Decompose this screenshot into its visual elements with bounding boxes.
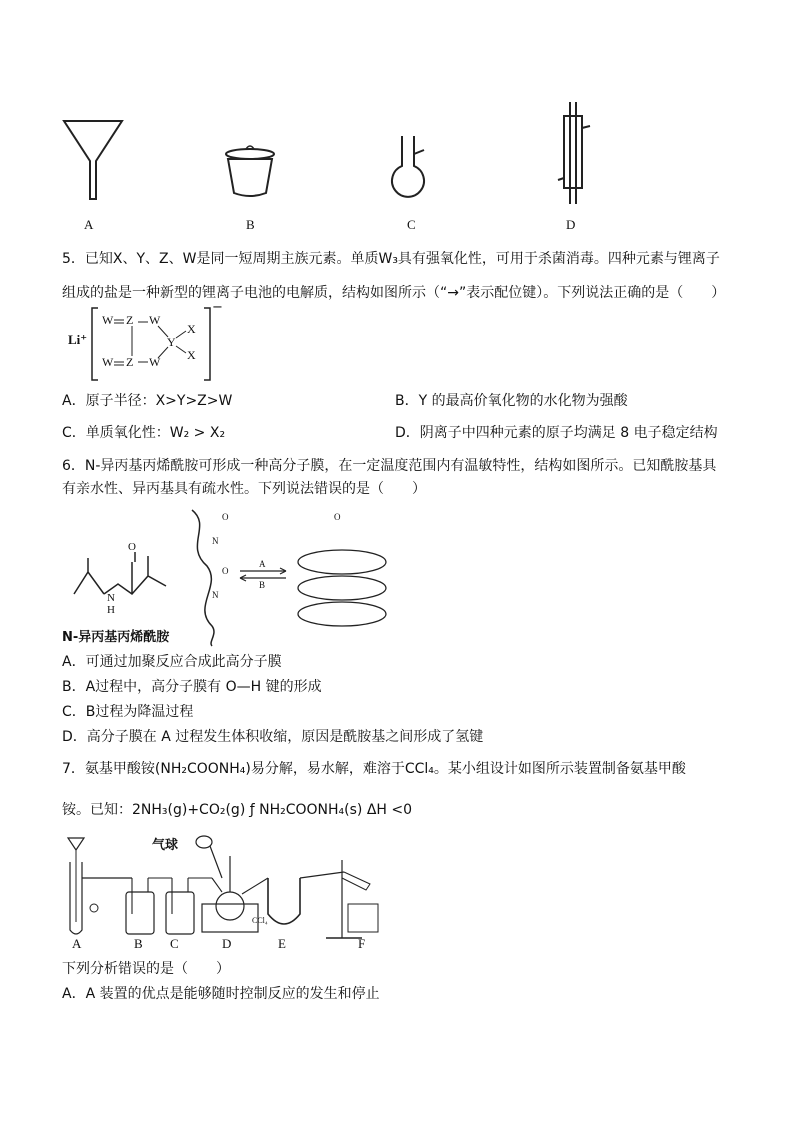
- ccl4-label: CCl₄: [252, 916, 268, 925]
- q6-option-b[interactable]: B．A过程中，高分子膜有 O—H 键的形成: [62, 679, 322, 695]
- q5-option-c[interactable]: C．单质氧化性：W₂ > X₂: [62, 425, 226, 441]
- q6-option-d[interactable]: D．高分子膜在 A 过程发生体积收缩，原因是酰胺基之间形成了氢键: [62, 729, 484, 745]
- z-atom-1: Z: [126, 313, 134, 327]
- chain-n-atom-1: N: [212, 536, 219, 546]
- q5-option-b[interactable]: B．Y 的最高价氧化物的水化物为强酸: [395, 393, 628, 409]
- setup-label-f: F: [358, 936, 366, 951]
- q6-figure: [62, 506, 392, 646]
- anion-charge: −: [212, 300, 223, 315]
- arrow-label-a: A: [259, 559, 266, 569]
- li-ion-label: Li⁺: [68, 332, 88, 347]
- q7-stem-line-2: 铵。已知：2NH₃(g)+CO₂(g) ƒ NH₂COONH₄(s) ΔH <0: [62, 802, 413, 818]
- q5-option-a[interactable]: A．原子半径：X>Y>Z>W: [62, 393, 233, 409]
- apparatus-label-c: C: [407, 217, 416, 232]
- q7-option-a[interactable]: A．A 装置的优点是能够随时控制反应的发生和停止: [62, 986, 380, 1002]
- monomer-h-atom: H: [107, 604, 115, 616]
- q5-structure: [64, 300, 224, 384]
- q7-stem-line-1: 7．氨基甲酸铵(NH₂COONH₄)易分解，易水解，难溶于CCl₄。某小组设计如图所示装置制备氨基甲酸: [62, 761, 686, 777]
- balloon-label: 气球: [152, 838, 179, 853]
- w-atom-4: W: [149, 355, 161, 369]
- apparatus-label-b: B: [246, 217, 255, 232]
- setup-label-e: E: [278, 936, 286, 951]
- q6-stem-line-2: 有亲水性、异丙基具有疏水性。下列说法错误的是（ ）: [62, 481, 426, 497]
- monomer-caption: N-异丙基丙烯酰胺: [62, 630, 170, 645]
- w-atom-1: W: [102, 313, 114, 327]
- crucible-drawing: [222, 145, 282, 201]
- q6-option-c[interactable]: C．B过程为降温过程: [62, 704, 194, 720]
- q5-stem-line-2: 组成的盐是一种新型的锂离子电池的电解质，结构如图所示（“→”表示配位键）。下列说法正确的是（ ）: [62, 285, 726, 301]
- setup-label-d: D: [222, 936, 232, 951]
- q5-stem-line-1: 5．已知X、Y、Z、W是同一短周期主族元素。单质W₃具有强氧化性，可用于杀菌消毒。四种元素与锂离子: [62, 251, 720, 267]
- x-atom-2: X: [187, 348, 196, 362]
- monomer-n-atom: N: [107, 592, 115, 604]
- w-atom-3: W: [102, 355, 114, 369]
- setup-label-b: B: [134, 936, 143, 951]
- q7-apparatus: [62, 832, 392, 954]
- chain-o-atom-1: O: [222, 512, 229, 522]
- q6-option-a[interactable]: A．可通过加聚反应合成此高分子膜: [62, 654, 282, 670]
- monomer-o-atom: O: [128, 541, 136, 553]
- apparatus-label-a: A: [84, 217, 94, 232]
- chain-n-atom-2: N: [212, 590, 219, 600]
- setup-label-c: C: [170, 936, 179, 951]
- apparatus-label-d: D: [566, 217, 576, 232]
- q7-question: 下列分析错误的是（ ）: [62, 961, 230, 977]
- funnel-drawing: [60, 115, 130, 205]
- setup-label-a: A: [72, 936, 82, 951]
- chain-o-atom-2: O: [222, 566, 229, 576]
- arrow-label-b: B: [259, 580, 266, 590]
- q5-option-d[interactable]: D．阴离子中四种元素的原子均满足 8 电子稳定结构: [395, 425, 718, 441]
- z-atom-2: Z: [126, 355, 134, 369]
- round-flask-drawing: [388, 132, 438, 206]
- water-o-atom: O: [334, 512, 341, 522]
- x-atom-1: X: [187, 322, 196, 336]
- w-atom-2: W: [149, 313, 161, 327]
- condenser-drawing: [556, 100, 596, 206]
- y-atom: Y: [167, 335, 176, 349]
- q6-stem-line-1: 6．N-异丙基丙烯酰胺可形成一种高分子膜，在一定温度范围内有温敏特性，结构如图所示。已知酰胺基具: [62, 458, 717, 474]
